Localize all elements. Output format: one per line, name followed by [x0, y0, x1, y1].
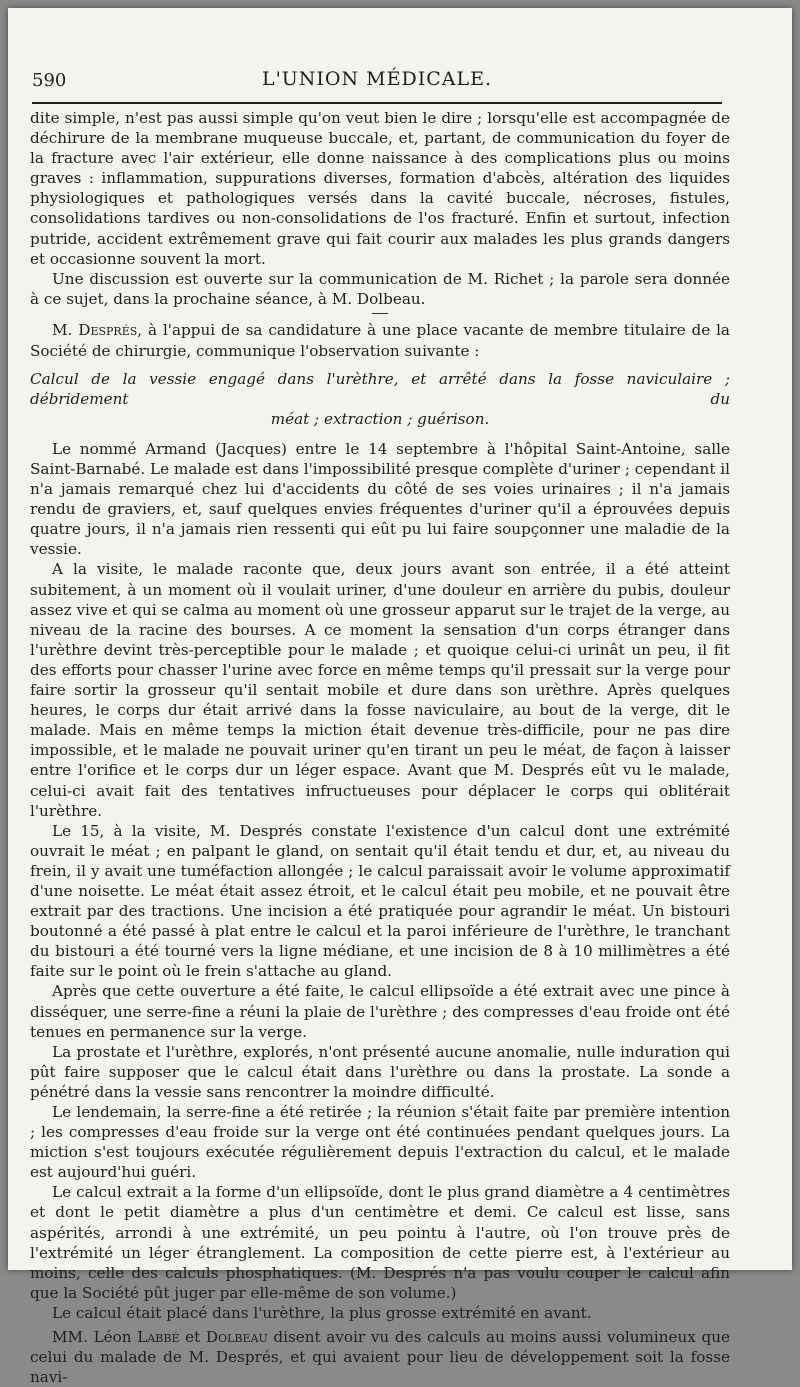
paragraph: Le calcul extrait a la forme d'un ellipsoïde, dont le plus grand diamètre a 4 centimètres et dont le petit diamètre a plus d'un centimètre et demi. Ce calcul est lisse, sans aspérités, arrondi à une extrémité, un peu pointu à l'autre, où l'on trouve près de l'extrémité un léger étranglement. La composition de cette pierre est, à l'extérieur au moins, celle des calculs phosphatiques. (M. Després n'a pas voulu couper le calcul afin que la Société pût juger par elle-même de son volume.)	[30, 1183, 730, 1302]
prefix: M.	[52, 321, 79, 340]
case-title	[30, 369, 730, 429]
paragraph: Une discussion est ouverte sur la communication de M. Richet ; la parole sera donnée à ce sujet, dans la prochaine séance, à M. Dolbeau.	[30, 269, 730, 308]
author-name-dolbeau: Dolbeau	[205, 1328, 268, 1347]
case-title-line-1: Calcul de la vessie engagé dans l'urèthre, et arrêté dans la fosse naviculaire ; débridement du	[30, 369, 730, 408]
paragraph-text: , à l'appui de sa candidature à une place vacante de membre titulaire de la Société de chirurgie, communique l'observation suivante :	[30, 321, 730, 360]
page-number: 590	[32, 70, 67, 91]
paragraph: La prostate et l'urèthre, explorés, n'ont présenté aucune anomalie, nulle induration qui pût faire supposer que le calcul était dans l'urèthre ou dans la prostate. La sonde a pénétré dans la vessie sans rencontrer la moindre difficulté.	[30, 1042, 730, 1101]
article-body	[30, 108, 730, 1387]
prefix: MM. Léon	[52, 1328, 138, 1347]
paragraph: Le calcul était placé dans l'urèthre, la plus grosse extrémité en avant.	[52, 1303, 592, 1322]
paragraph: Le lendemain, la serre-fine a été retirée ; la réunion s'était faite par première intention ; les compresses d'eau froide sur la verge ont été continuées pendant quelques jours. La miction s'est toujours exécutée régulièrement depuis l'extraction du calcul, et le malade est aujourd'hui guéri.	[30, 1103, 730, 1182]
page-header	[32, 66, 722, 96]
running-title: L'UNION MÉDICALE.	[261, 68, 493, 90]
journal-page	[8, 8, 792, 1387]
paragraph: dite simple, n'est pas aussi simple qu'on veut bien le dire ; lorsqu'elle est accompagnée de déchirure de la membrane muqueuse buccale, et, partant, de communication du foyer de la fracture avec l'air extérieur, elle donne naissance à des complications plus ou moins graves : inflammation, suppurations diverses, formation d'abcès, altération des liquides physiologiques et pathologiques versés dans la cavité buccale, nécroses, fistules, consolidations tardives ou non-consolidations de l'os fracturé. Enfin et surtout, infection putride, accident extrêmement grave qui fait courir aux malades les plus grands dangers et occasionne souvent la mort.	[30, 109, 730, 268]
paragraph-final	[30, 1327, 730, 1387]
conjunction: et	[179, 1328, 206, 1347]
paragraph-candidature	[30, 320, 730, 360]
section-separator	[372, 313, 388, 315]
paragraph: Le nommé Armand (Jacques) entre le 14 septembre à l'hôpital Saint-Antoine, salle Saint-Barnabé. Le malade est dans l'impossibilité presque complète d'uriner ; cependant il n'a jamais remarqué chez lui d'accidents du côté de ses voies urinaires ; il n'a jamais rendu de graviers, et, sauf quelques envies fréquentes d'uriner qu'il a éprouvées depuis quatre jours, il n'a jamais rien ressenti qui eût pu lui faire soupçonner une maladie de la vessie.	[30, 439, 730, 559]
header-rule	[32, 102, 722, 104]
case-title-line-2: méat ; extraction ; guérison.	[270, 409, 490, 428]
paragraph-text: disent avoir vu des calculs au moins aussi volumineux que celui du malade de M. Després, et qui avaient pour lieu de développement soit la fosse navi-	[30, 1328, 731, 1387]
paragraph: A la visite, le malade raconte que, deux jours avant son entrée, il a été atteint subitement, à un moment où il voulait uriner, d'une douleur en arrière du pubis, douleur assez vive et qui se calma au moment où une grosseur apparut sur le trajet de la verge, au niveau de la racine des bourses. A ce moment la sensation d'un corps étranger dans l'urèthre devint très-perceptible pour le malade ; et quoique celui-ci urinât un peu, il fit des efforts pour chasser l'urine avec force en même temps qu'il pressait sur la verge pour faire sortir la grosseur qu'il sentait mobile et dure dans son urèthre. Après quelques heures, le corps dur était arrivé dans la fosse naviculaire, au bout de la verge, dit le malade. Mais en même temps la miction était devenue très-difficile, pour ne pas dire impossible, et le malade ne pouvait uriner qu'en tirant un peu le méat, de façon à laisser entre l'orifice et le corps dur un léger espace. Avant que M. Després eût vu le malade, celui-ci avait fait des tentatives infructueuses pour déplacer le corps qui oblitérait l'urèthre.	[30, 560, 730, 820]
paragraph: Le 15, à la visite, M. Després constate l'existence d'un calcul dont une extrémité ouvrait le méat ; en palpant le gland, on sentait qu'il était tendu et dur, et, au niveau du frein, il y avait une tuméfaction allongée ; le calcul paraissait avoir le volume approximatif d'une noisette. Le méat était assez étroit, et le calcul était peu mobile, et ne pouvait être extrait par des tractions. Une incision a été pratiquée pour agrandir le méat. Un bistouri boutonné a été passé à plat entre le calcul et la paroi inférieure de l'urèthre, le tranchant du bistouri a été tourné vers la ligne médiane, et une incision de 8 à 10 millimètres a été faite sur le point où le frein s'attache au gland.	[30, 821, 730, 981]
paragraph: Après que cette ouverture a été faite, le calcul ellipsoïde a été extrait avec une pince à disséquer, une serre-fine a réuni la plaie de l'urèthre ; des compresses d'eau froide ont été tenues en permanence sur la verge.	[30, 982, 730, 1041]
author-name: Després	[78, 321, 138, 340]
author-name-labbe: Labbé	[137, 1328, 180, 1347]
